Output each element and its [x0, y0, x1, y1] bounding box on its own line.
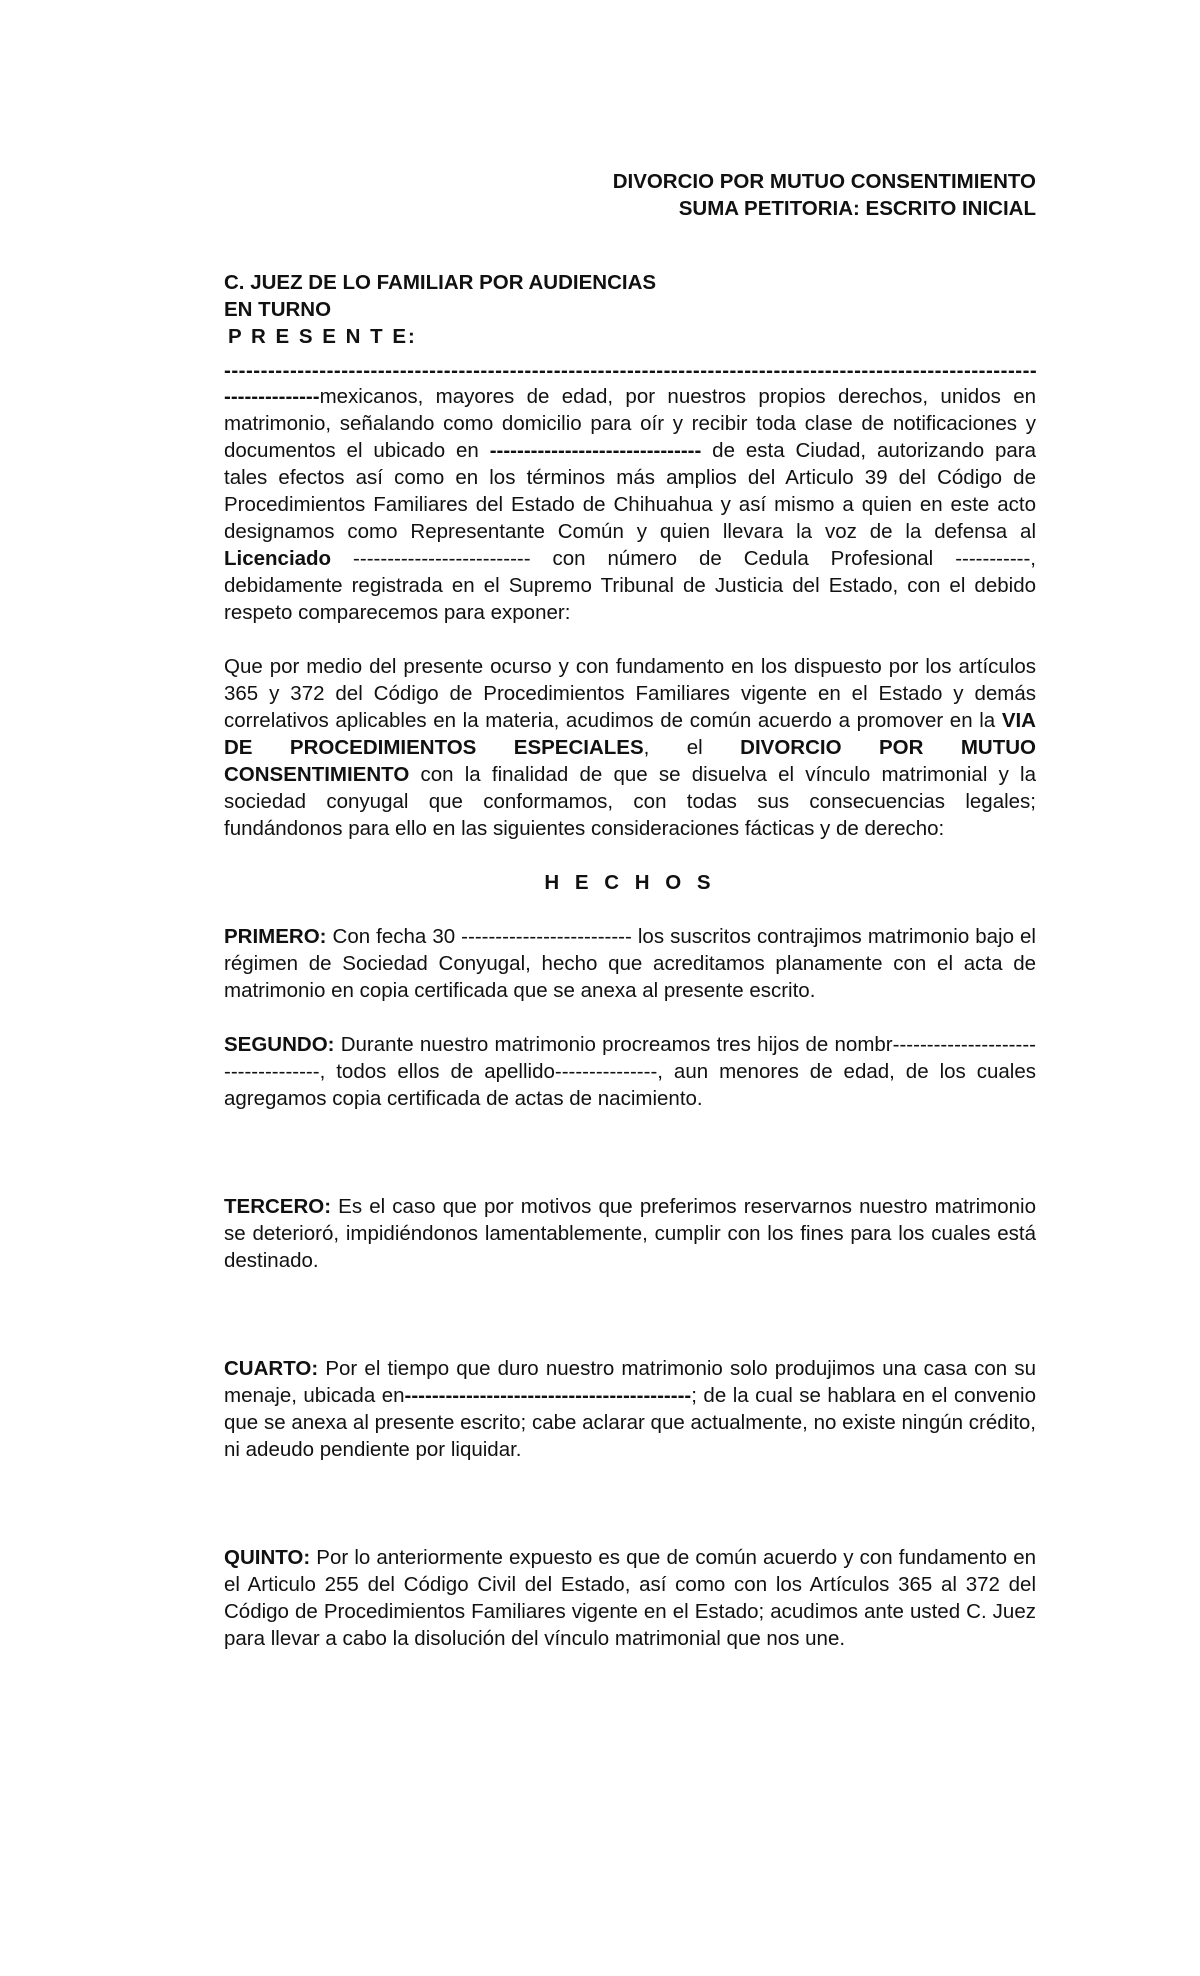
document-header [224, 168, 1036, 222]
hecho-tercero [224, 1193, 1036, 1274]
names-blank-line [224, 359, 1036, 382]
document-page [224, 168, 1036, 1652]
hecho-segundo-label: SEGUNDO: [224, 1033, 335, 1056]
intro-text-1: mexicanos, mayores de edad, por nuestros propios derechos, unidos en matrimonio, señalando como domicilio para oír y recibir toda clase de notificaciones y documentos el ubicado en [224, 385, 1036, 462]
header-subtitle: SUMA PETITORIA: ESCRITO INICIAL [678, 197, 1036, 220]
addressee-judge: C. JUEZ DE LO FAMILIAR POR AUDIENCIAS [224, 271, 657, 294]
intro-lead-dashes: -------------- [224, 385, 320, 408]
hecho-segundo-text: Durante nuestro matrimonio procreamos tres hijos de nombr-----------------------------------, todos ellos de apellido---------------, aun menores de edad, de los cuales agregamos copia certificada de actas de nacimiento. [224, 1033, 1036, 1110]
intro-paragraph [224, 383, 1036, 626]
hecho-primero-text: Con fecha 30 ------------------------- los suscritos contrajimos matrimonio bajo el régimen de Sociedad Conyugal, hecho que acreditamos planamente con el acta de matrimonio en copia certificada que se anexa al presente escrito. [224, 925, 1036, 1002]
hecho-tercero-text: Es el caso que por motivos que preferimos reservarnos nuestro matrimonio se deterioró, impidiéndonos lamentablemente, cumplir con los fines para los cuales está destinado. [224, 1195, 1036, 1272]
intro-licenciado: Licenciado [224, 547, 332, 570]
hecho-quinto [224, 1544, 1036, 1652]
fundamento-divorcio: DIVORCIO POR MUTUO CONSENTIMIENTO [224, 736, 1036, 786]
hecho-tercero-label: TERCERO: [224, 1195, 332, 1218]
addressee-turno: EN TURNO [224, 298, 332, 321]
hecho-cuarto-text-2: ; de la cual se hablara en el convenio que se anexa al presente escrito; cabe aclarar que actualmente, no existe ningún crédito, ni adeudo pendiente por liquidar. [224, 1384, 1037, 1461]
header-title: DIVORCIO POR MUTUO CONSENTIMIENTO [612, 170, 1036, 193]
hechos-heading: H E C H O S [544, 871, 716, 894]
intro-address-blank: ------------------------------- [489, 439, 702, 462]
intro-text-2: de esta Ciudad, autorizando para tales efectos así como en los términos más amplios del Articulo 39 del Código de Procedimientos Familiares del Estado de Chihuahua y así mismo a quien en este acto designamos como Representante Común y quien llevara la voz de la defensa al [224, 439, 1036, 543]
intro-text-3: -------------------------- con número de Cedula Profesional -----------, debidamente registrada en el Supremo Tribunal de Justicia del Estado, con el debido respeto comparecemos para exponer: [224, 547, 1036, 624]
hecho-cuarto-blank: ------------------------------------------ [404, 1384, 692, 1407]
hecho-segundo [224, 1031, 1036, 1112]
addressee-presente: P R E S E N T E: [228, 325, 417, 348]
hecho-cuarto-label: CUARTO: [224, 1357, 319, 1380]
hecho-primero [224, 923, 1036, 1004]
fundamento-text-2: , el [643, 736, 741, 759]
hecho-quinto-label: QUINTO: [224, 1546, 311, 1569]
fundamento-text-3: con la finalidad de que se disuelva el vínculo matrimonial y la sociedad conyugal que conformamos, con todas sus consecuencias legales; fundándonos para ello en las siguientes consideraciones fácticas y de derecho: [224, 763, 1036, 840]
fundamento-text-1: Que por medio del presente ocurso y con fundamento en los dispuesto por los artículos 365 y 372 del Código de Procedimientos Familiares vigente en el Estado y demás correlativos aplicables en la materia, acudimos de común acuerdo a promover en la [224, 655, 1036, 732]
addressee-block [224, 269, 1036, 350]
fundamento-paragraph [224, 653, 1036, 842]
fundamento-via: VIA DE PROCEDIMIENTOS ESPECIALES [224, 709, 1036, 759]
hecho-primero-label: PRIMERO: [224, 925, 327, 948]
hecho-cuarto [224, 1355, 1036, 1463]
hecho-quinto-text: Por lo anteriormente expuesto es que de común acuerdo y con fundamento en el Articulo 255 del Código Civil del Estado, así como con los Artículos 365 al 372 del Código de Procedimientos Familiares vigente en el Estado; acudimos ante usted C. Juez para llevar a cabo la disolución del vínculo matrimonial que nos une. [224, 1546, 1036, 1650]
hecho-cuarto-text-1: Por el tiempo que duro nuestro matrimonio solo produjimos una casa con su menaje, ubicada en [224, 1357, 1036, 1407]
